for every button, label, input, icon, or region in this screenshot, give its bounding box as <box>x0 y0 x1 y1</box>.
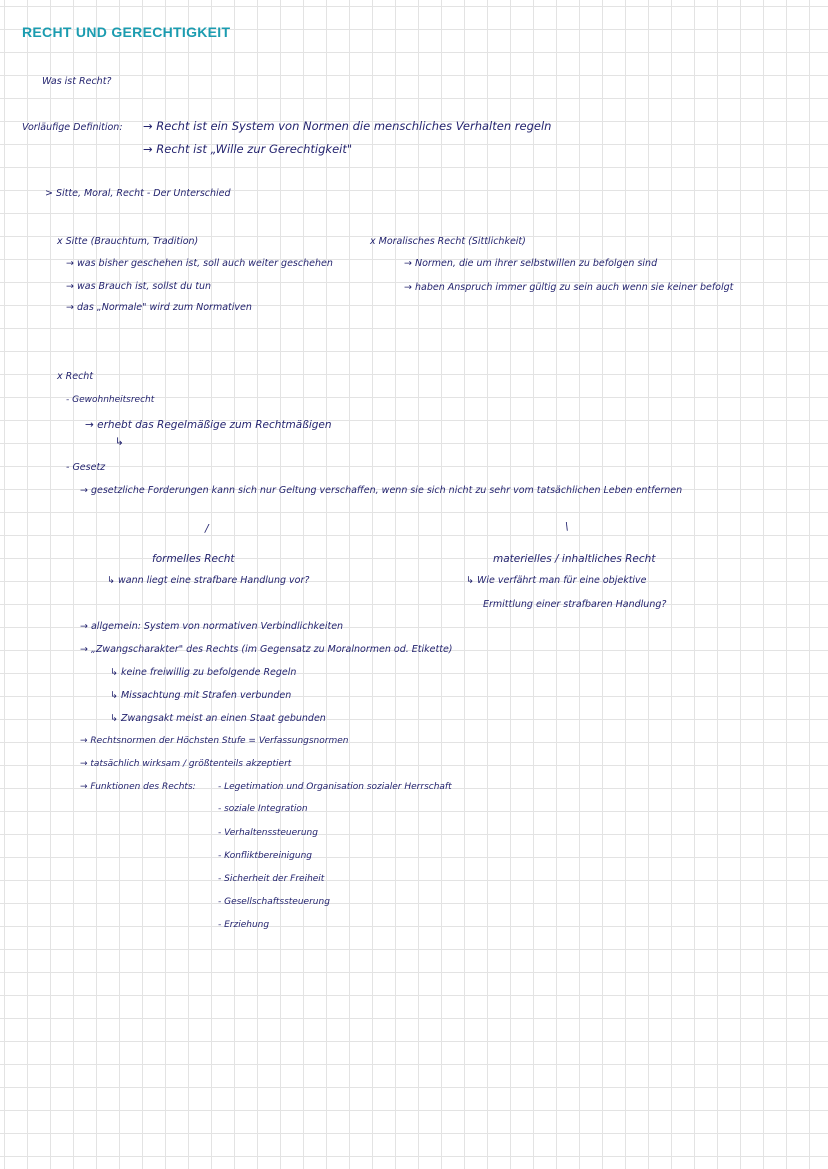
general-item-2: → „Zwangscharakter" des Rechts (im Gegensatz zu Moralnormen od. Etikette) <box>80 644 453 655</box>
materiell-sub-2: Ermittlung einer strafbaren Handlung? <box>483 599 667 610</box>
recht-heading: x Recht <box>57 371 94 382</box>
page-title: RECHT UND GERECHTIGKEIT <box>22 24 231 40</box>
gewohnheitsrecht-heading: - Gewohnheitsrecht <box>66 395 155 405</box>
general-item-1: → allgemein: System von normativen Verbindlichkeiten <box>80 621 344 632</box>
general-item-6: → Rechtsnormen der Höchsten Stufe = Verfassungsnormen <box>80 736 349 746</box>
branch-right: \ <box>565 521 569 533</box>
sitte-item-1: → was bisher geschehen ist, soll auch weiter geschehen <box>66 258 333 269</box>
gewohnheitsrecht-sub: ↳ <box>115 436 124 448</box>
functions-label: → Funktionen des Rechts: <box>80 782 196 792</box>
general-item-5: ↳ Zwangsakt meist an einen Staat gebunden <box>110 713 326 724</box>
moral-item-2: → haben Anspruch immer gültig zu sein auch wenn sie keiner befolgt <box>404 282 734 293</box>
difference-heading: > Sitte, Moral, Recht - Der Unterschied <box>45 188 231 199</box>
function-7: - Erziehung <box>218 920 270 930</box>
materiell-sub-1: ↳ Wie verfährt man für eine objektive <box>466 575 647 586</box>
sitte-item-2: → was Brauch ist, sollst du tun <box>66 281 211 292</box>
function-1: - Legetimation und Organisation sozialer Herrschaft <box>218 782 452 792</box>
gesetz-item: → gesetzliche Forderungen kann sich nur Geltung verschaffen, wenn sie sich nicht zu sehr vom tatsächlichen Leben entfernen <box>80 485 683 496</box>
function-2: - soziale Integration <box>218 804 308 814</box>
general-item-7: → tatsächlich wirksam / größtenteils akzeptiert <box>80 759 292 769</box>
moral-heading: x Moralisches Recht (Sittlichkeit) <box>370 236 526 247</box>
function-5: - Sicherheit der Freiheit <box>218 874 325 884</box>
function-3: - Verhaltenssteuerung <box>218 828 318 838</box>
function-4: - Konfliktbereinigung <box>218 851 312 861</box>
formell-title: formelles Recht <box>152 553 235 565</box>
formell-sub: ↳ wann liegt eine strafbare Handlung vor? <box>107 575 310 586</box>
materiell-title: materielles / inhaltliches Recht <box>493 553 656 565</box>
gesetz-heading: - Gesetz <box>66 462 106 473</box>
sitte-item-3: → das „Normale" wird zum Normativen <box>66 302 252 313</box>
sitte-heading: x Sitte (Brauchtum, Tradition) <box>57 236 199 247</box>
branch-left: / <box>205 523 209 535</box>
general-item-4: ↳ Missachtung mit Strafen verbunden <box>110 690 292 701</box>
gewohnheitsrecht-item: → erhebt das Regelmäßige zum Rechtmäßigen <box>85 419 332 431</box>
function-6: - Gesellschaftssteuerung <box>218 897 330 907</box>
question-heading: Was ist Recht? <box>42 76 112 87</box>
moral-item-1: → Normen, die um ihrer selbstwillen zu befolgen sind <box>404 258 658 269</box>
definition-line-1: → Recht ist ein System von Normen die menschliches Verhalten regeln <box>143 119 552 133</box>
general-item-3: ↳ keine freiwillig zu befolgende Regeln <box>110 667 297 678</box>
definition-line-2: → Recht ist „Wille zur Gerechtigkeit" <box>143 142 353 156</box>
definition-label: Vorläufige Definition: <box>22 122 123 133</box>
